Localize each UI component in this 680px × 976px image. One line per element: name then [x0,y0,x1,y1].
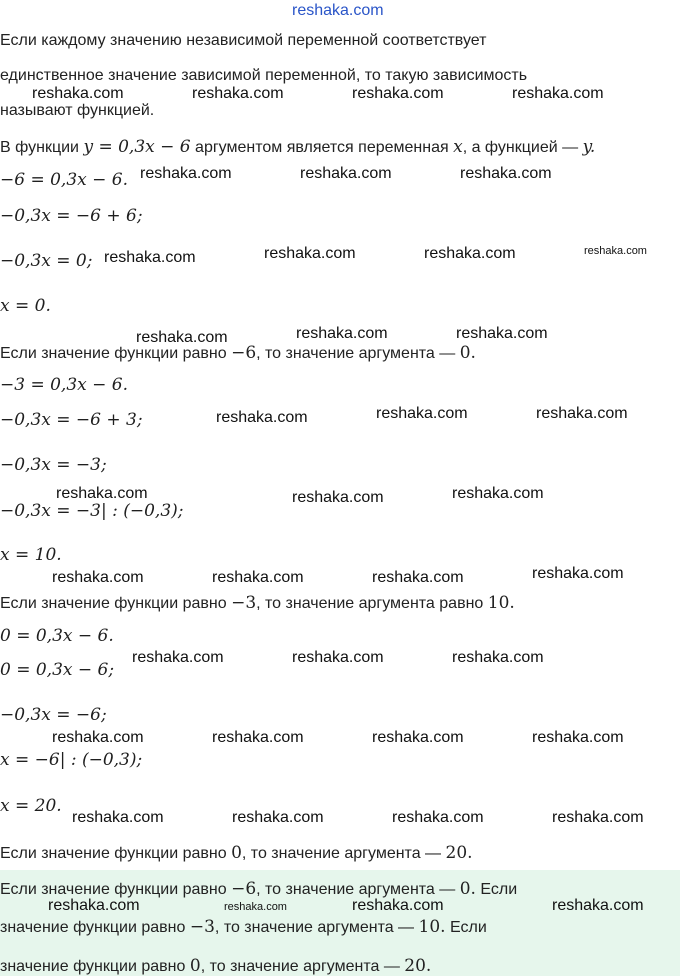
watermark: reshaka.com [452,649,544,666]
answer-line-3 [0,956,431,976]
watermark: reshaka.com [56,485,148,502]
case2-eq1: −3 = 0,3x − 6. [0,375,129,395]
watermark: reshaka.com [536,405,628,422]
case1-conclusion-text-b: , то значение аргумента — [256,345,456,362]
watermark-top: reshaka.com [292,2,384,19]
watermark: reshaka.com [212,729,304,746]
watermark: reshaka.com [292,489,384,506]
case3-value: 0 [231,843,242,863]
var-y: y. [582,137,596,157]
function-mid2: , а функцией — [462,139,579,156]
case3-eq1: 0 = 0,3x − 6. [0,626,114,646]
case2-arg: 10. [487,593,515,613]
watermark: reshaka.com [452,485,544,502]
intro-line-1: Если каждому значению независимой переменной соответствует [0,32,487,49]
case2-eq3: −0,3x = −3; [0,455,107,475]
watermark: reshaka.com [552,897,644,914]
case1-conclusion [0,343,476,363]
intro-line-2: единственное значение зависимой переменной, то такую зависимость [0,67,528,84]
answer-text: Если [480,881,518,898]
watermark: reshaka.com [212,569,304,586]
case1-conclusion-text: Если значение функции равно [0,345,227,362]
watermark: reshaka.com [376,405,468,422]
watermark: reshaka.com [392,809,484,826]
case3-conclusion-text: Если значение функции равно [0,845,227,862]
answer-text: , то значение аргумента — [214,919,415,936]
answer-value: −3 [189,917,215,937]
watermark: reshaka.com [140,165,232,182]
case1-eq3: −0,3x = 0; [0,251,93,271]
case2-eq5: x = 10. [0,545,62,565]
function-formula: y = 0,3x − 6 [83,137,191,157]
watermark: reshaka.com [532,729,624,746]
watermark: reshaka.com [512,85,604,102]
case3-arg: 20. [445,843,473,863]
watermark: reshaka.com [224,901,287,913]
case1-arg: 0. [459,343,476,363]
var-x: x [453,137,463,157]
watermark: reshaka.com [352,897,444,914]
answer-arg: 20. [404,956,432,976]
answer-value: −6 [231,879,257,899]
watermark: reshaka.com [424,245,516,262]
answer-value: 0 [189,956,201,976]
case3-conclusion [0,843,473,863]
case3-conclusion-text-b: , то значение аргумента — [241,845,442,862]
case2-conclusion [0,593,515,613]
case1-value: −6 [231,343,257,363]
answer-line-2 [0,917,487,937]
watermark: reshaka.com [192,85,284,102]
watermark: reshaka.com [296,325,388,342]
case3-eq4: x = −6| : (−0,3); [0,750,143,770]
watermark: reshaka.com [232,809,324,826]
watermark: reshaka.com [52,569,144,586]
watermark: reshaka.com [52,729,144,746]
answer-arg: 10. [418,917,446,937]
intro-line-3: называют функцией. [0,102,155,119]
case3-eq2: 0 = 0,3x − 6; [0,660,115,680]
watermark: reshaka.com [372,729,464,746]
watermark: reshaka.com [292,649,384,666]
watermark: reshaka.com [300,165,392,182]
function-line [0,137,595,157]
case2-conclusion-text-b: , то значение аргумента равно [256,595,484,612]
watermark: reshaka.com [584,245,647,257]
case2-conclusion-text: Если значение функции равно [0,595,227,612]
answer-text: значение функции равно [0,958,186,975]
case2-eq2: −0,3x = −6 + 3; [0,410,143,430]
case1-eq4: x = 0. [0,296,51,316]
watermark: reshaka.com [216,409,308,426]
answer-text: Если значение функции равно [0,881,227,898]
watermark: reshaka.com [104,249,196,266]
watermark: reshaka.com [460,165,552,182]
case1-eq2: −0,3x = −6 + 6; [0,206,143,226]
case1-eq1: −6 = 0,3x − 6. [0,170,129,190]
watermark: reshaka.com [48,897,140,914]
case2-value: −3 [231,593,257,613]
watermark: reshaka.com [456,325,548,342]
case3-eq3: −0,3x = −6; [0,705,107,725]
watermark: reshaka.com [264,245,356,262]
answer-text: , то значение аргумента — [256,881,456,898]
answer-text: значение функции равно [0,919,186,936]
watermark: reshaka.com [532,565,624,582]
answer-arg: 0. [459,879,476,899]
watermark: reshaka.com [352,85,444,102]
watermark: reshaka.com [132,649,224,666]
function-mid: аргументом является переменная [195,139,449,156]
answer-text: Если [450,919,487,936]
watermark: reshaka.com [32,85,124,102]
function-prefix: В функции [0,139,79,156]
watermark: reshaka.com [136,329,228,346]
answer-line-1 [0,879,517,899]
case3-eq5: x = 20. [0,796,62,816]
watermark: reshaka.com [372,569,464,586]
watermark: reshaka.com [552,809,644,826]
case2-eq4: −0,3x = −3| : (−0,3); [0,501,184,521]
watermark: reshaka.com [72,809,164,826]
answer-text: , то значение аргумента — [200,958,400,975]
